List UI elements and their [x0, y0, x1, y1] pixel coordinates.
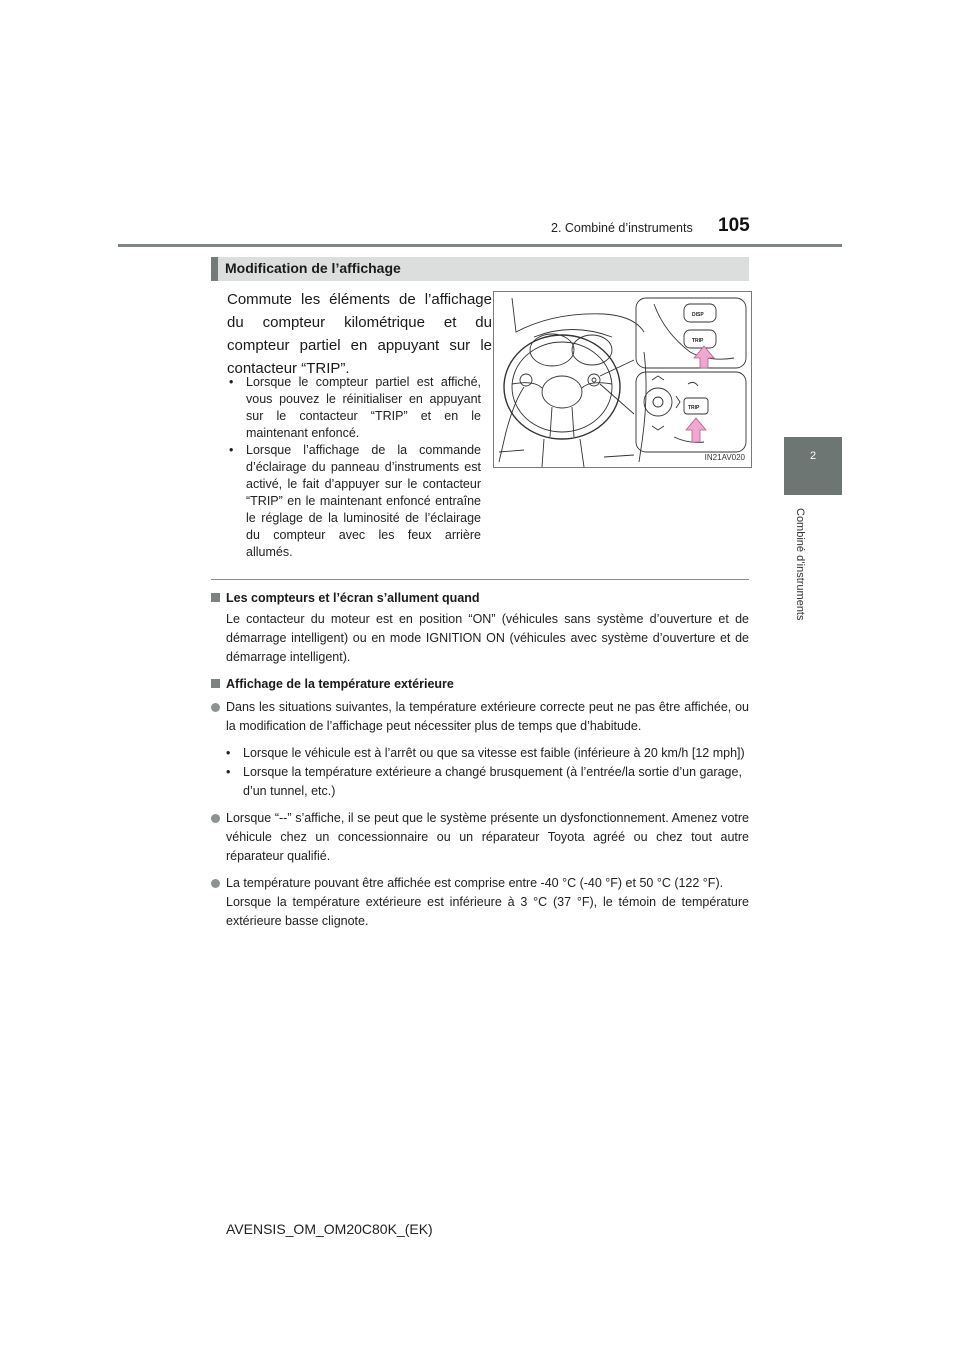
list-item: • Lorsque l’affichage de la commande d’éclairage du panneau d’instruments est activé, le fait d’appuyer sur le contacteur “TRIP” en le maintenant enfoncé entraîne le réglage de la luminosité de l’éclairage du compteur avec les feux arrière allumés.	[227, 442, 481, 561]
list-item: • Lorsque le véhicule est à l’arrêt ou que sa vitesse est faible (inférieure à 20 km/h [12 mph])	[226, 744, 749, 763]
disp-button-label: DISP	[692, 312, 704, 318]
header-rule	[118, 244, 842, 247]
note-title: Les compteurs et l’écran s’allument quand	[211, 589, 749, 607]
section-bullet-list	[227, 374, 481, 561]
header-chapter-title: 2. Combiné d’instruments	[551, 221, 693, 235]
press-arrow-icons	[686, 346, 714, 442]
note-items	[211, 698, 749, 931]
list-item: • Lorsque la température extérieure a changé brusquement (à l’entrée/la sortie d’un garage, d’un tunnel, etc.)	[226, 763, 749, 801]
section-title: Modification de l’affichage	[225, 260, 401, 276]
page-number: 105	[718, 215, 750, 236]
note-item	[211, 874, 749, 931]
note-item: Dans les situations suivantes, la température extérieure correcte peut ne pas être affichée, ou la modification de l’affichage peut nécessiter plus de temps que d’habitude.	[211, 698, 749, 736]
note-item-line: La température pouvant être affichée est comprise entre -40 °C (-40 °F) et 50 °C (122 °F).	[226, 876, 724, 890]
note-sub-list	[211, 744, 749, 801]
figure-code: IN21AV020	[704, 453, 745, 462]
section-heading-marker	[211, 257, 218, 281]
list-item: • Lorsque le compteur partiel est affiché, vous pouvez le réinitialiser en appuyant sur le contacteur “TRIP” et en le maintenant enfoncé.	[227, 374, 481, 442]
press-arrow-icon	[694, 346, 714, 368]
chapter-tab-number: 2	[809, 450, 817, 462]
chapter-tab-title: Combiné d’instruments	[794, 508, 806, 621]
trip-button-label-lower: TRIP	[688, 405, 700, 411]
note-item-line: Lorsque la température extérieure est inférieure à 3 °C (37 °F), le témoin de température extérieure basse clignote.	[226, 895, 749, 928]
trip-button-label-upper: TRIP	[692, 338, 704, 344]
chapter-tab	[784, 437, 842, 495]
notes-section	[211, 589, 749, 939]
notes-separator	[211, 579, 749, 580]
steering-wheel-drawing	[494, 292, 751, 467]
note-block-2	[211, 675, 749, 931]
note-text: Le contacteur du moteur est en position “ON” (véhicules sans système d’ouverture et de démarrage intelligent) ou en mode IGNITION ON (véhicules avec système d’ouverture et de démarrage intelligent).	[226, 612, 749, 664]
steering-wheel-illustration	[493, 291, 752, 468]
section-intro: Commute les éléments de l’affichage du compteur kilométrique et du compteur partiel en appuyant sur le contacteur “TRIP”.	[227, 291, 492, 377]
press-arrow-icon	[686, 418, 706, 442]
note-title: Affichage de la température extérieure	[211, 675, 749, 693]
note-item: Lorsque “--” s’affiche, il se peut que le système présente un dysfonctionnement. Amenez votre véhicule chez un concessionnaire ou un réparateur Toyota agréé ou chez tout autre réparateur qualifié.	[211, 809, 749, 866]
document-code: AVENSIS_OM_OM20C80K_(EK)	[226, 1221, 433, 1237]
note-block-1	[211, 589, 749, 667]
